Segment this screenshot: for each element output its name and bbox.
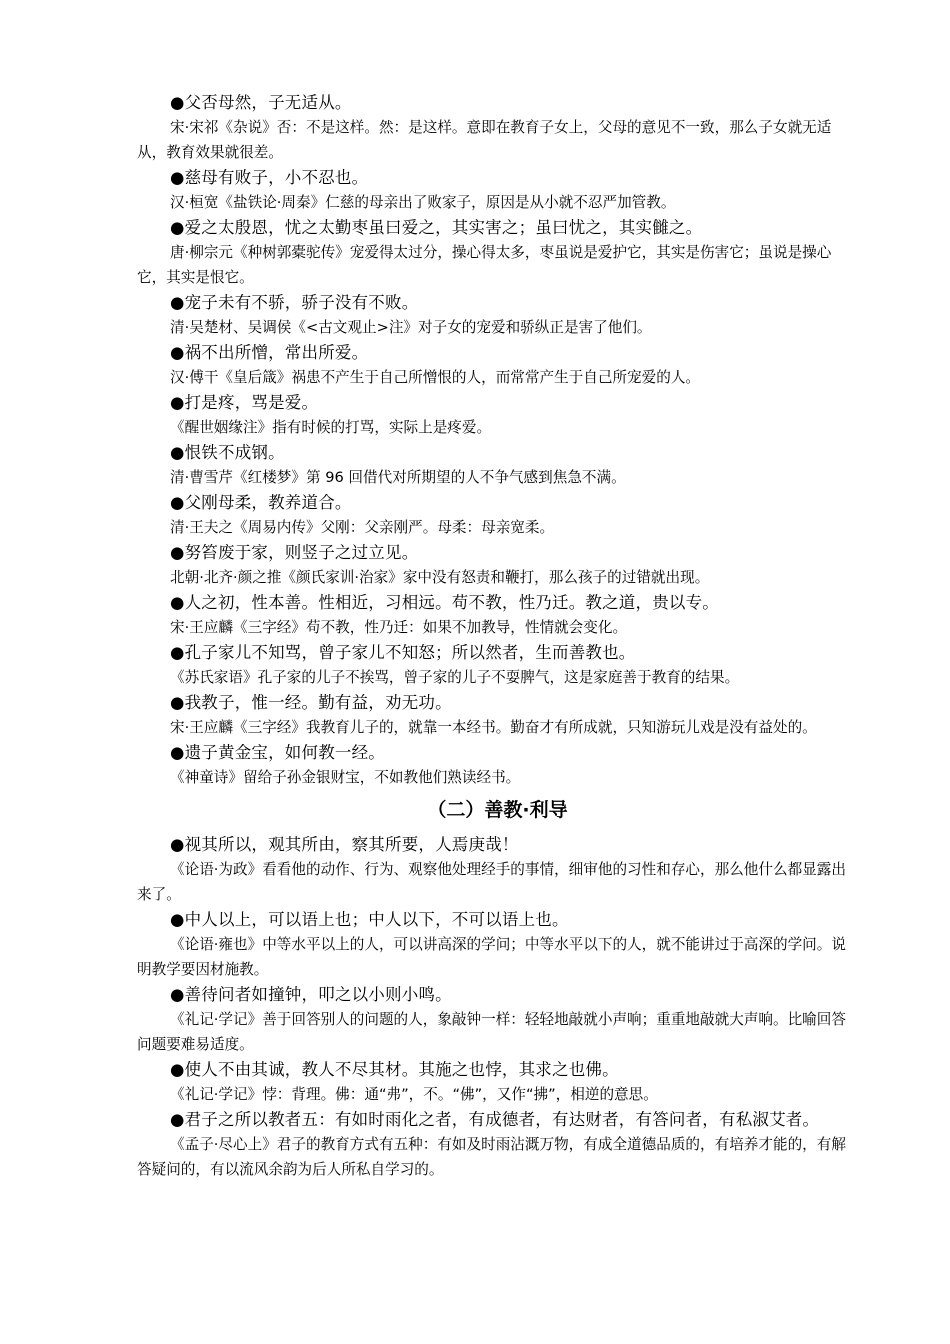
quote-line: ●视其所以，观其所由，察其所要，人焉庚哉！ bbox=[170, 835, 519, 854]
annotation-line: 宋·王应麟《三字经》我教育儿子的，就靠一本经书。勤奋才有所成就，只知游玩儿戏是没有益处的。 bbox=[170, 719, 817, 736]
quote-line: ●祸不出所憎，常出所爱。 bbox=[170, 343, 369, 362]
quote-line: ●父刚母柔，教养道合。 bbox=[170, 493, 352, 512]
annotation-line: 清·吴楚材、吴调侯《<古文观止>注》对子女的宠爱和骄纵正是害了他们。 bbox=[170, 319, 652, 336]
section-heading: （二）善教·利导 bbox=[427, 799, 568, 821]
annotation-line: 唐·柳宗元《种树郭橐驼传》宠爱得太过分，操心得太多，枣虽说是爱护它，其实是伤害它；虽说是操心它，其实是恨它。 bbox=[137, 244, 832, 286]
annotation-line: 宋·宋祁《杂说》否：不是这样。然：是这样。意即在教育子女上，父母的意见不一致，那么子女就无适从，教育效果就很差。 bbox=[137, 119, 832, 161]
annotation-line: 《论语·雍也》中等水平以上的人，可以讲高深的学问；中等水平以下的人，就不能讲过于高深的学问。说明教学要因材施教。 bbox=[137, 936, 846, 978]
annotation-line: 《神童诗》留给子孙金银财宝，不如教他们熟读经书。 bbox=[170, 769, 521, 786]
quote-line: ●努笞废于家，则竖子之过立见。 bbox=[170, 543, 419, 562]
annotation-line: 宋·王应麟《三字经》苟不教，性乃迁：如果不加教导，性情就会变化。 bbox=[170, 619, 628, 636]
quote-line: ●父否母然，子无适从。 bbox=[170, 93, 352, 112]
annotation-line: 《醒世姻缘注》指有时候的打骂，实际上是疼爱。 bbox=[170, 419, 492, 436]
quote-line: ●人之初，性本善。性相近，习相远。苟不教，性乃迁。教之道，贵以专。 bbox=[170, 593, 719, 612]
annotation-line: 北朝·北齐·颜之推《颜氏家训·治家》家中没有怒责和鞭打，那么孩子的过错就出现。 bbox=[170, 569, 710, 586]
annotation-line: 汉·桓宽《盐铁论·周秦》仁慈的母亲出了败家子，原因是从小就不忍严加管教。 bbox=[170, 194, 676, 211]
quote-line: ●遗子黄金宝，如何教一经。 bbox=[170, 743, 385, 762]
quote-line: ●孔子家儿不知骂，曾子家儿不知怒；所以然者，生而善教也。 bbox=[170, 643, 636, 662]
quote-line: ●慈母有败子，小不忍也。 bbox=[170, 168, 369, 187]
annotation-line: 汉·傅干《皇后箴》祸患不产生于自己所憎恨的人，而常常产生于自己所宠爱的人。 bbox=[170, 369, 701, 386]
quote-line: ●善待问者如撞钟，叩之以小则小鸣。 bbox=[170, 985, 452, 1004]
annotation-line: 清·曹雪芹《红楼梦》第 96 回借代对所期望的人不争气感到焦急不满。 bbox=[170, 469, 626, 486]
annotation-line: 《礼记·学记》悖：背理。佛：通“弗”，不。“佛”，又作“拂”，相逆的意思。 bbox=[170, 1086, 658, 1103]
annotation-line: 《论语·为政》看看他的动作、行为、观察他处理经手的事情，细审他的习性和存心，那么他什么都显露出来了。 bbox=[137, 861, 846, 903]
quote-line: ●我教子，惟一经。勤有益，劝无功。 bbox=[170, 693, 452, 712]
annotation-line: 《苏氏家语》孔子家的儿子不挨骂，曾子家的儿子不耍脾气，这是家庭善于教育的结果。 bbox=[170, 669, 740, 686]
quote-line: ●中人以上，可以语上也；中人以下，不可以语上也。 bbox=[170, 910, 569, 929]
annotation-line: 清·王夫之《周易内传》父刚：父亲刚严。母柔：母亲宽柔。 bbox=[170, 519, 555, 536]
quote-line: ●爱之太殷恩，忧之太勤枣虽曰爱之，其实害之；虽曰忧之，其实雠之。 bbox=[170, 218, 703, 237]
quote-line: ●打是疼，骂是爱。 bbox=[170, 393, 319, 412]
quote-line: ●宠子未有不骄，骄子没有不败。 bbox=[170, 293, 419, 312]
annotation-line: 《孟子·尽心上》君子的教育方式有五种：有如及时雨沾溉万物，有成全道德品质的，有培养才能的，有解答疑问的，有以流风余韵为后人所私自学习的。 bbox=[137, 1136, 846, 1178]
quote-line: ●使人不由其诚，教人不尽其材。其施之也悖，其求之也佛。 bbox=[170, 1060, 619, 1079]
annotation-line: 《礼记·学记》善于回答别人的问题的人，象敲钟一样：轻轻地敲就小声响；重重地敲就大声响。比喻回答问题要难易适度。 bbox=[137, 1011, 846, 1053]
quote-line: ●恨铁不成钢。 bbox=[170, 443, 285, 462]
quote-line: ●君子之所以教者五：有如时雨化之者，有成德者，有达财者，有答问者，有私淑艾者。 bbox=[170, 1110, 820, 1129]
